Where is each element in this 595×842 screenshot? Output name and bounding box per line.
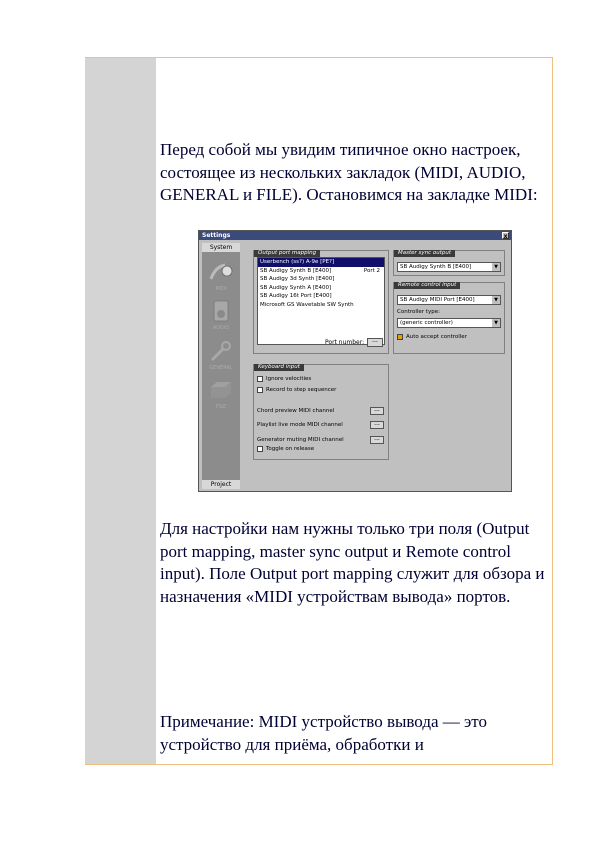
audio-speaker-icon[interactable] bbox=[209, 300, 233, 322]
chevron-down-icon: ▼ bbox=[492, 296, 500, 304]
toggle-on-release-checkbox[interactable] bbox=[257, 446, 263, 452]
toggle-on-release-label: Toggle on release bbox=[266, 446, 315, 452]
nav-label-audio: AUDIO bbox=[212, 325, 230, 331]
list-item[interactable]: SB Audigy 3d Synth [E400] bbox=[260, 276, 335, 282]
list-item[interactable]: SB Audigy 16t Port [E400] bbox=[260, 293, 332, 299]
port-number-label: Port number: bbox=[325, 339, 365, 346]
intro-paragraph: Перед собой мы увидим типичное окно настроек, состоящее из нескольких закладок (MIDI, AUDIO, GENERAL и FILE). Остановимся на закладке MIDI: bbox=[160, 140, 538, 204]
midi-connector-icon[interactable] bbox=[209, 261, 233, 283]
chord-preview-channel[interactable]: --- bbox=[370, 407, 384, 415]
close-button[interactable]: x bbox=[503, 233, 508, 240]
playlist-mute-label: Playlist live mode MIDI channel bbox=[257, 422, 343, 428]
chevron-down-icon: ▼ bbox=[492, 263, 500, 271]
window-title: Settings bbox=[202, 232, 231, 239]
chord-preview-label: Chord preview MIDI channel bbox=[257, 408, 335, 414]
port-number-field[interactable]: --- bbox=[367, 338, 383, 347]
generator-muting-label: Generator muting MIDI channel bbox=[257, 437, 344, 443]
record-step-label: Record to step sequencer bbox=[266, 387, 337, 393]
file-folder-icon[interactable] bbox=[209, 379, 233, 401]
tab-project[interactable]: Project bbox=[202, 480, 240, 489]
remote-control-input-title: Remote control input bbox=[394, 282, 460, 289]
settings-sidebar bbox=[202, 243, 240, 489]
list-item[interactable]: SB Audigy Synth A [E400] bbox=[260, 284, 332, 291]
keyboard-input-title: Keyboard input bbox=[254, 364, 304, 371]
auto-accept-checkbox[interactable] bbox=[397, 334, 403, 340]
chevron-down-icon: ▼ bbox=[492, 319, 500, 327]
controller-type-select[interactable]: (generic controller) ▼ bbox=[397, 318, 501, 328]
ignore-velocities-checkbox[interactable] bbox=[257, 376, 263, 382]
nav-label-general: GENERAL bbox=[209, 365, 233, 371]
master-sync-output-title: Master sync output bbox=[394, 250, 455, 257]
explain-paragraph: Для настройки нам нужны только три поля (Output port mapping, master sync output и Remote control input). Поле Output port mapping служит для обзора и назначения «MIDI устройствам вывода» портов. bbox=[160, 519, 545, 606]
general-wrench-icon[interactable] bbox=[209, 340, 233, 362]
remote-control-input-select[interactable]: SB Audigy MIDI Port [E400] ▼ bbox=[397, 295, 501, 305]
controller-type-label: Controller type: bbox=[397, 309, 440, 315]
settings-window bbox=[198, 230, 512, 492]
ignore-velocities-label: Ignore velocities bbox=[266, 376, 312, 382]
nav-label-midi: MIDI bbox=[215, 286, 227, 292]
list-item[interactable]: Microsoft GS Wavetable SW Synth bbox=[260, 301, 354, 308]
nav-label-file: FILE bbox=[215, 404, 227, 410]
list-item[interactable]: Userbench (ss?) A-9e [PE?] bbox=[258, 258, 384, 267]
output-port-list[interactable] bbox=[257, 257, 385, 345]
list-item[interactable]: SB Audigy Synth B [E400] Port 2 bbox=[260, 267, 380, 274]
master-sync-output-select[interactable]: SB Audigy Synth B [E400] ▼ bbox=[397, 262, 501, 272]
record-step-checkbox[interactable] bbox=[257, 387, 263, 393]
playlist-mute-channel[interactable]: --- bbox=[370, 421, 384, 429]
generator-muting-channel[interactable]: --- bbox=[370, 436, 384, 444]
output-port-mapping-title: Output port mapping bbox=[254, 250, 320, 257]
window-titlebar bbox=[199, 231, 511, 240]
auto-accept-label: Auto accept controller bbox=[406, 334, 467, 340]
note-paragraph: Примечание: MIDI устройство вывода — это устройство для приёма, обработки и bbox=[160, 712, 488, 754]
tab-system[interactable]: System bbox=[202, 243, 240, 252]
